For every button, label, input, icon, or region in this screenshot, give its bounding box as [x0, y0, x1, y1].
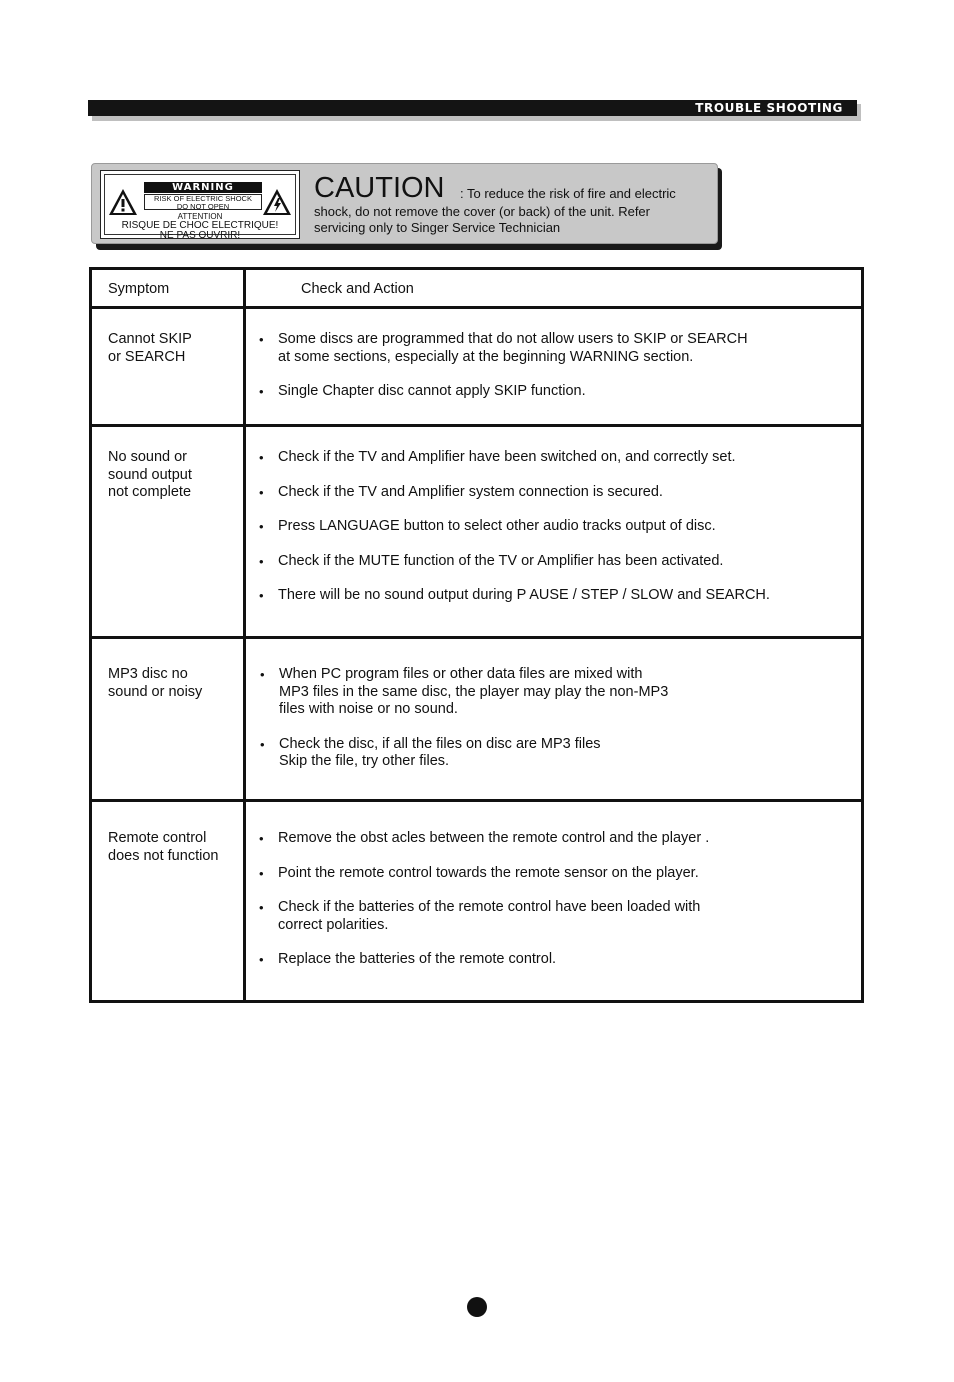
section-title: TROUBLE SHOOTING [695, 101, 843, 115]
caution-text-line2: shock, do not remove the cover (or back) of the unit. Refer [314, 204, 650, 219]
warning-risk-line2: DO NOT OPEN [176, 201, 230, 211]
row-divider [92, 306, 861, 309]
page-number-dot [467, 1297, 487, 1317]
action-list [278, 449, 770, 605]
caution-text-line3: servicing only to Singer Service Technician [314, 220, 561, 235]
symptom-cell: Cannot SKIP or SEARCH [108, 331, 192, 365]
caution-heading: CAUTION [314, 172, 445, 204]
symptom-column-header: Symptom [108, 281, 170, 297]
symptom-cell: Remote control does not function [108, 830, 219, 864]
action-item: • Point the remote control towards the remote sensor on the player. [278, 865, 709, 883]
symptom-cell: No sound or sound output not complete [108, 449, 192, 500]
row-divider [92, 424, 861, 427]
action-item: • Some discs are programmed that do not allow users to SKIP or SEARCH at some sections, especially at the beginning WARNING section. [278, 331, 748, 366]
row-divider [92, 636, 861, 639]
action-item: • Remove the obst acles between the remote control and the player . [278, 830, 709, 848]
warning-risk-line1: RISK OF ELECTRIC SHOCK [154, 194, 252, 203]
action-item: • There will be no sound output during P AUSE / STEP / SLOW and SEARCH. [278, 587, 770, 605]
warning-risk-text [144, 194, 262, 210]
action-item: • Press LANGUAGE button to select other audio tracks output of disc. [278, 518, 770, 536]
action-item: • Check the disc, if all the files on disc are MP3 files Skip the file, try other files. [279, 736, 668, 771]
action-item: • Check if the TV and Amplifier system connection is secured. [278, 484, 770, 502]
action-item: • Check if the batteries of the remote control have been loaded with correct polarities. [278, 899, 709, 934]
action-item: • Single Chapter disc cannot apply SKIP function. [278, 383, 748, 401]
action-item: • Check if the MUTE function of the TV or Amplifier has been activated. [278, 553, 770, 571]
action-list [278, 331, 748, 401]
warning-label [100, 170, 300, 239]
warning-label-frame [104, 174, 296, 241]
action-list [279, 666, 668, 771]
action-list [278, 830, 709, 969]
column-divider [243, 270, 246, 1000]
action-item: • Check if the TV and Amplifier have been switched on, and correctly set. [278, 449, 770, 467]
warning-title: WARNING [144, 182, 262, 193]
symptom-cell: MP3 disc no sound or noisy [108, 666, 203, 700]
troubleshooting-table [89, 267, 864, 1003]
header-bar [88, 100, 857, 116]
warning-french-line2: NE PAS OUVRIR! [159, 230, 241, 241]
warning-french-line1: RISQUE DE CHOC ELECTRIQUE! [121, 220, 279, 231]
caution-box [91, 163, 718, 244]
action-item: • When PC program files or other data files are mixed with MP3 files in the same disc, the player may play the non-MP3 files with noise or no sound. [279, 666, 668, 719]
row-divider [92, 799, 861, 802]
action-column-header: Check and Action [301, 281, 414, 297]
caution-text-line1: : To reduce the risk of fire and electric [460, 186, 676, 201]
action-item: • Replace the batteries of the remote control. [278, 951, 709, 969]
warning-attention: ATTENTION [177, 212, 223, 221]
